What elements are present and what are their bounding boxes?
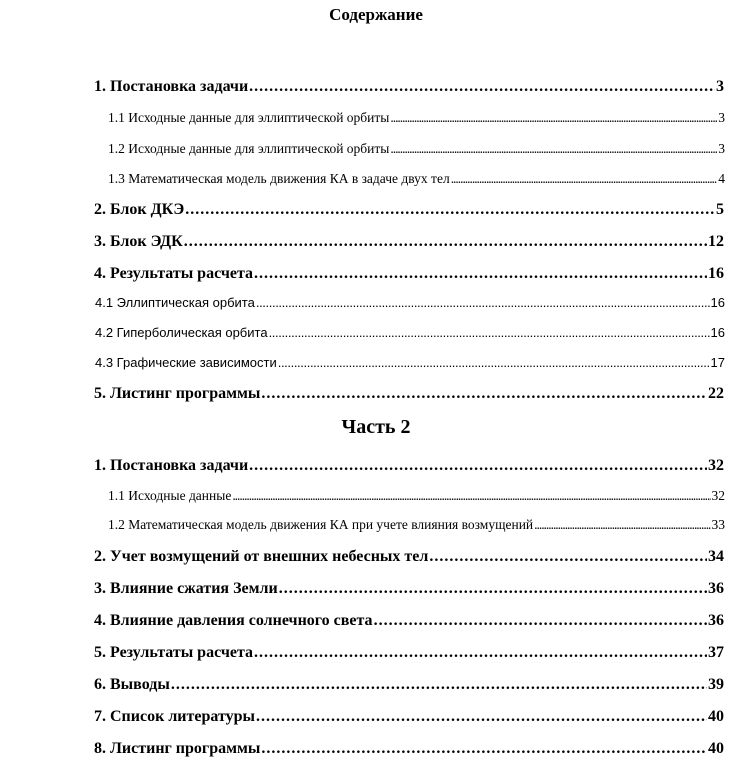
toc-entry-page: 17 [710, 355, 725, 370]
toc-entry-page: 40 [708, 708, 724, 725]
toc-leader [256, 292, 710, 314]
toc-entry[interactable] [95, 322, 725, 344]
toc-entry-page: 36 [708, 612, 724, 629]
toc-entry[interactable] [94, 546, 724, 568]
toc-leader [390, 138, 717, 160]
toc-entry-page: 40 [708, 740, 724, 757]
toc-entry-page: 16 [708, 265, 724, 282]
toc-leader [429, 546, 707, 568]
toc-entry-text: 2. Блок ДКЭ [94, 201, 185, 218]
toc-leader [278, 352, 710, 374]
toc-entry-page: 32 [708, 457, 724, 474]
toc-entry-text: 3. Блок ЭДК [94, 233, 183, 250]
toc-entry-text: 1.1 Исходные данные [108, 488, 232, 503]
toc-entry-page: 37 [708, 644, 724, 661]
toc-leader [534, 514, 710, 536]
toc-entry-page: 16 [710, 295, 725, 310]
toc-leader [254, 263, 707, 285]
toc-leader [232, 485, 710, 507]
toc-entry-text: 5. Листинг программы [94, 385, 261, 402]
toc-entry-page: 3 [718, 110, 725, 125]
toc-entry-text: 1. Постановка задачи [94, 457, 249, 474]
toc-leader [451, 168, 718, 190]
toc-entry-text: 4.1 Эллиптическая орбита [95, 295, 255, 310]
toc-leader [261, 383, 707, 405]
toc-entry-page: 32 [711, 488, 725, 503]
toc-leader [185, 199, 715, 221]
part-title: Часть 2 [341, 416, 411, 438]
toc-entry-text: 7. Список литературы [94, 708, 255, 725]
toc-entry[interactable] [94, 455, 724, 477]
toc-leader [279, 578, 707, 600]
toc-entry-text: 2. Учет возмущений от внешних небесных тел [94, 548, 429, 565]
toc-entry[interactable] [108, 168, 725, 190]
toc-entry[interactable] [94, 610, 724, 632]
toc-entry-text: 5. Результаты расчета [94, 644, 254, 661]
toc-entry-text: 4.3 Графические зависимости [95, 355, 277, 370]
toc-leader [390, 107, 717, 129]
toc-entry-page: 22 [708, 385, 724, 402]
toc-entry[interactable] [108, 485, 725, 507]
toc-entry[interactable] [94, 578, 724, 600]
toc-entry-page: 3 [716, 78, 724, 95]
toc-entry-page: 39 [708, 676, 724, 693]
toc-leader [249, 76, 715, 98]
toc-entry[interactable] [94, 674, 724, 696]
toc-entry[interactable] [95, 292, 725, 314]
toc-leader [256, 706, 707, 728]
toc-entry[interactable] [94, 642, 724, 664]
toc-entry[interactable] [95, 352, 725, 374]
toc-entry[interactable] [108, 138, 725, 160]
toc-entry[interactable] [108, 107, 725, 129]
toc-entry-page: 12 [708, 233, 724, 250]
toc-entry-text: 4. Результаты расчета [94, 265, 254, 282]
toc-entry[interactable] [94, 263, 724, 285]
toc-entry-text: 6. Выводы [94, 676, 170, 693]
toc-entry-text: 1.2 Исходные данные для эллиптической орбиты [108, 141, 390, 156]
toc-entry[interactable] [94, 76, 724, 98]
toc-leader [249, 455, 707, 477]
toc-entry-text: 1. Постановка задачи [94, 78, 249, 95]
toc-entry-text: 3. Влияние сжатия Земли [94, 580, 278, 597]
toc-leader [374, 610, 707, 632]
toc-entry-text: 1.1 Исходные данные для эллиптической орбиты [108, 110, 390, 125]
toc-entry-text: 8. Листинг программы [94, 740, 261, 757]
toc-entry-text: 1.3 Математическая модель движения КА в задаче двух тел [108, 171, 450, 186]
toc-entry-page: 3 [718, 141, 725, 156]
toc-entry[interactable] [94, 199, 724, 221]
toc-entry-text: 1.2 Математическая модель движения КА при учете влияния возмущений [108, 517, 534, 532]
toc-entry[interactable] [94, 383, 724, 405]
toc-entry-page: 4 [718, 171, 725, 186]
toc-title: Содержание [329, 5, 423, 24]
toc-leader [254, 642, 707, 664]
toc-entry[interactable] [108, 514, 725, 536]
toc-entry-page: 33 [711, 517, 725, 532]
toc-leader [269, 322, 710, 344]
toc-entry-page: 16 [710, 325, 725, 340]
toc-entry[interactable] [94, 231, 724, 253]
toc-entry-text: 4.2 Гиперболическая орбита [95, 325, 268, 340]
toc-entry-page: 5 [716, 201, 724, 218]
toc-entry-text: 4. Влияние давления солнечного света [94, 612, 373, 629]
toc-entry-page: 36 [708, 580, 724, 597]
toc-leader [184, 231, 707, 253]
toc-entry[interactable] [94, 706, 724, 728]
toc-leader [171, 674, 707, 696]
toc-leader [261, 738, 707, 760]
toc-entry[interactable] [94, 738, 724, 760]
toc-entry-page: 34 [708, 548, 724, 565]
